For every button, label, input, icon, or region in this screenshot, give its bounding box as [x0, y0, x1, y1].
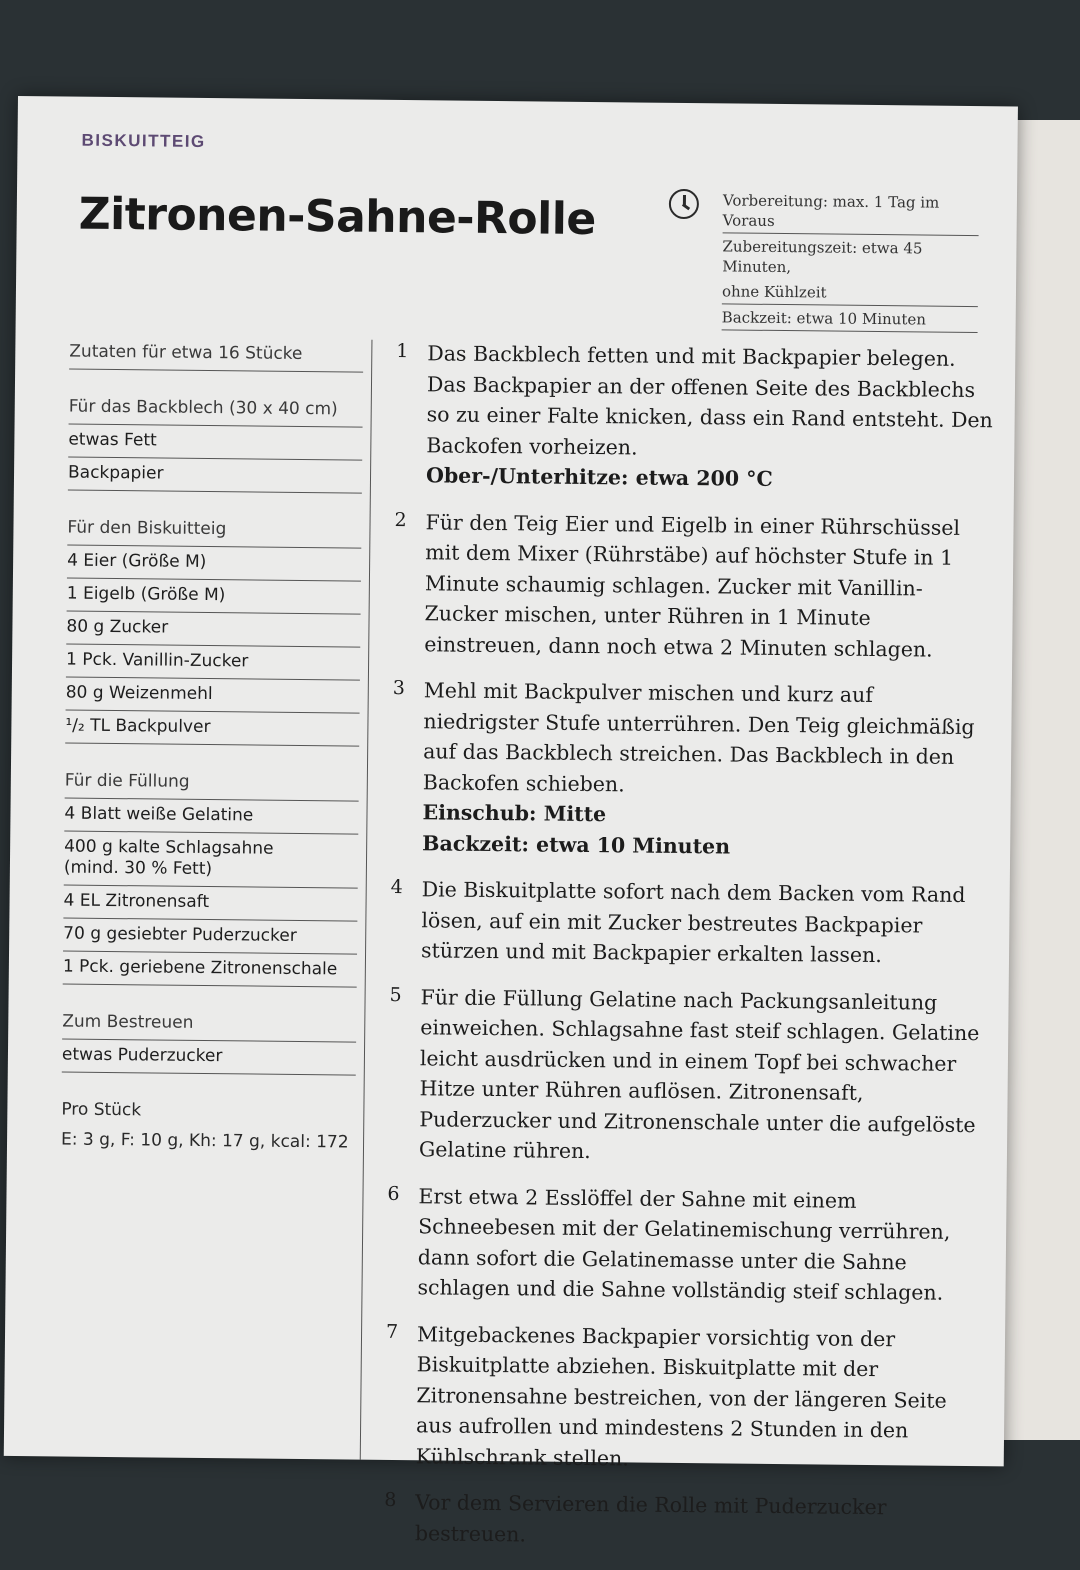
- ingredient-item: [64, 832, 359, 889]
- step-number: 2: [394, 508, 407, 531]
- ingredient-item: 1 Eigelb (Größe M): [67, 579, 361, 615]
- step-4: [371, 874, 992, 972]
- ingredient-group-heading: Für den Biskuitteig: [67, 513, 361, 549]
- clock-icon: [669, 189, 699, 219]
- instruction-steps: [365, 338, 998, 1570]
- ingredient-item: 4 Blatt weiße Gelatine: [64, 799, 358, 835]
- step-1: [376, 338, 998, 497]
- step-text: Mitgebackenes Backpapier vorsichtig von der Biskuitplatte abziehen. Biskuitplatte mit der Zitronensahne bestreichen, von der längeren Seite aus aufrollen und mindestens 2 Stunden in den Kühlschrank stellen.: [415, 1321, 947, 1470]
- step-6: [367, 1180, 988, 1308]
- step-setting: Backzeit: etwa 10 Minuten: [422, 830, 731, 858]
- ingredient-item: etwas Puderzucker: [62, 1040, 356, 1076]
- category-kicker: BISKUITTEIG: [81, 130, 206, 151]
- ingredient-item: 70 g gesiebter Puderzucker: [63, 919, 357, 955]
- prep-time-line1: Zubereitungszeit: etwa 45 Minuten,: [722, 237, 923, 277]
- ingredient-item: 4 Eier (Größe M): [67, 546, 361, 582]
- ingredient-item: 4 EL Zitronensaft: [63, 886, 357, 922]
- step-text: Mehl mit Backpulver mischen und kurz auf niedrigster Stufe unterrühren. Den Teig gleichmäßig auf das Backblech streichen. Das Backblech in den Backofen schieben.: [422, 678, 975, 796]
- ingredient-item: 1 Pck. geriebene Zitronenschale: [63, 952, 357, 988]
- ingredients-yield: Zutaten für etwa 16 Stücke: [69, 337, 363, 373]
- preparation-time: Vorbereitung: max. 1 Tag im Voraus: [723, 187, 979, 236]
- step-2: [374, 506, 996, 665]
- step-8: [365, 1487, 986, 1554]
- ingredient-item: 1 Pck. Vanillin-Zucker: [66, 645, 360, 681]
- step-text: Für den Teig Eier und Eigelb in einer Rührschüssel mit dem Mixer (Rührstäbe) auf höchster Stufe in 1 Minute schaumig schlagen. Zucker mit Vanillin-Zucker mischen, unter Rühren in 1 Minute einstreuen, dann noch etwa 2 Minuten schlagen.: [424, 509, 961, 662]
- step-number: 1: [396, 339, 409, 363]
- ingredient-item: 80 g Weizenmehl: [66, 678, 360, 714]
- ingredient-item: 80 g Zucker: [66, 612, 360, 648]
- recipe-title: Zitronen-Sahne-Rolle: [78, 188, 596, 246]
- nutrition-info: [61, 1095, 356, 1158]
- ingredient-group-heading: Für das Backblech (30 x 40 cm): [69, 392, 363, 428]
- step-number: 4: [390, 875, 403, 899]
- ingredient-group-heading: Zum Bestreuen: [62, 1007, 356, 1043]
- step-number: 5: [389, 983, 402, 1006]
- step-text: Erst etwa 2 Esslöffel der Sahne mit einem Schneebesen mit der Gelatinemischung verrühren, dann sofort die Gelatinemasse unter die Sahne schlagen und die Sahne vollständig steif schlagen.: [417, 1183, 951, 1305]
- step-7: [366, 1318, 988, 1477]
- ingredient-item-line1: 400 g kalte Schlagsahne: [64, 836, 274, 859]
- step-number: 8: [384, 1488, 397, 1512]
- ingredient-item: ¹/₂ TL Backpulver: [65, 711, 359, 747]
- nutrition-label: Pro Stück: [61, 1099, 142, 1121]
- step-number: 7: [385, 1320, 399, 1343]
- prep-time-line2: ohne Kühlzeit: [722, 278, 978, 307]
- time-info: [722, 187, 979, 333]
- bake-time: Backzeit: etwa 10 Minuten: [722, 304, 978, 333]
- step-3: [372, 675, 994, 864]
- step-setting: Ober-/Unterhitze: etwa 200 °C: [425, 463, 773, 491]
- step-text: Das Backblech fetten und mit Backpapier belegen. Das Backpapier an der offenen Seite des Backblechs so zu einer Falte knicken, dass ein Rand entsteht. Den Backofen vorheizen.: [426, 341, 993, 460]
- ingredient-item: Backpapier: [68, 458, 362, 494]
- step-text: Für die Füllung Gelatine nach Packungsanleitung einweichen. Schlagsahne fast steif schlagen. Gelatine leicht ausdrücken und in einem Topf bei schwacher Hitze unter Rühren auflösen. Zitronensaft, Puderzucker und Zitronenschale unter die aufgelöste Gelatine rühren.: [418, 984, 980, 1164]
- step-setting: Einschub: Mitte: [422, 800, 607, 827]
- recipe-page: [4, 96, 1018, 1546]
- nutrition-values: E: 3 g, F: 10 g, Kh: 17 g, kcal: 172: [60, 1129, 349, 1153]
- step-5: [369, 981, 991, 1170]
- ingredient-item: etwas Fett: [68, 425, 362, 461]
- step-text: Die Biskuitplatte sofort nach dem Backen vom Rand lösen, auf ein mit Zucker bestreutes Backpapier stürzen und mit Backpapier erkalten lassen.: [420, 877, 966, 968]
- ingredients-list: [61, 337, 364, 1158]
- step-number: 3: [392, 676, 405, 700]
- ingredient-item-line2: (mind. 30 % Fett): [63, 857, 213, 880]
- step-number: 6: [387, 1182, 400, 1205]
- ingredient-group-heading: Für die Füllung: [65, 766, 359, 802]
- step-text: Vor dem Servieren die Rolle mit Puderzucker bestreuen.: [414, 1490, 887, 1546]
